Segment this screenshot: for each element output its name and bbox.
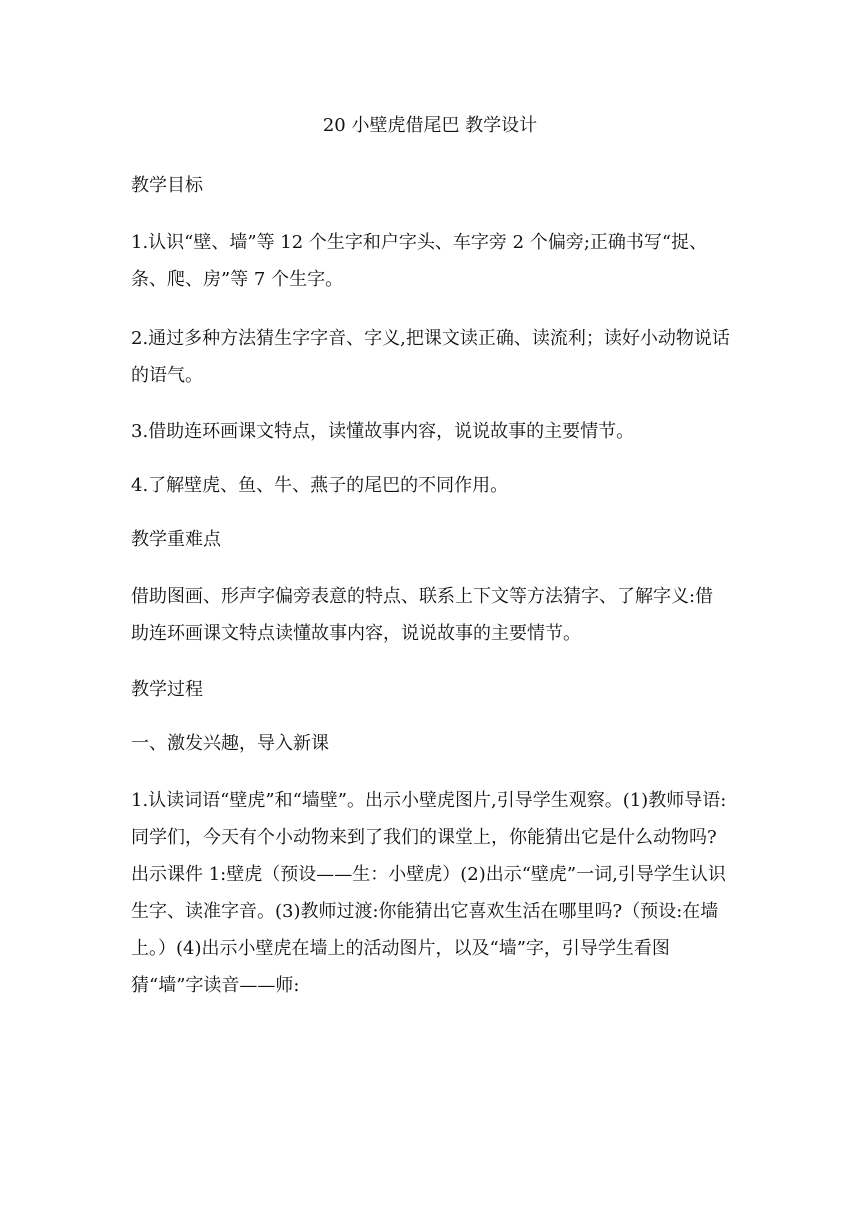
goal-paragraph-4: 4.了解壁虎、鱼、牛、燕子的尾巴的不同作用。	[131, 475, 509, 496]
goal-paragraph-3: 3.借助连环画课文特点，读懂故事内容，说说故事的主要情节。	[131, 421, 635, 442]
goal-paragraph-2: 2.通过多种方法猜生字字音、字义,把课文读正确、读流利；读好小动物说话的语气。	[131, 328, 730, 386]
section-heading-teaching-process: 教学过程	[131, 679, 203, 700]
document-title: 20 小壁虎借尾巴 教学设计	[322, 115, 538, 136]
document-body	[131, 170, 731, 1026]
difficulty-paragraph: 借助图画、形声字偏旁表意的特点、联系上下文等方法猜字、了解字义:借助连环画课文特点读懂故事内容，说说故事的主要情节。	[131, 586, 714, 644]
part-heading-introduction: 一、激发兴趣，导入新课	[131, 733, 329, 754]
process-step-1-paragraph: 1.认读词语“壁虎”和“墙壁”。出示小壁虎图片,引导学生观察。(1)教师导语:同学们，今天有个小动物来到了我们的课堂上，你能猜出它是什么动物吗?出示课件 1:壁虎（预设——生：小壁虎）(2)出示“壁虎”一词,引导学生认识生字、读准字音。(3)教师过渡:你能猜出它喜欢生活在哪里吗?（预设:在墙上。）(4)出示小壁虎在墙上的活动图片，以及“墙”字，引导学生看图猜“墙”字读音——师:	[131, 790, 727, 996]
section-heading-teaching-goals: 教学目标	[131, 175, 203, 196]
section-heading-key-difficulties: 教学重难点	[131, 529, 221, 550]
goal-paragraph-1: 1.认识“壁、墙”等 12 个生字和户字头、车字旁 2 个偏旁;正确书写“捉、条、爬、房”等 7 个生字。	[131, 232, 708, 290]
